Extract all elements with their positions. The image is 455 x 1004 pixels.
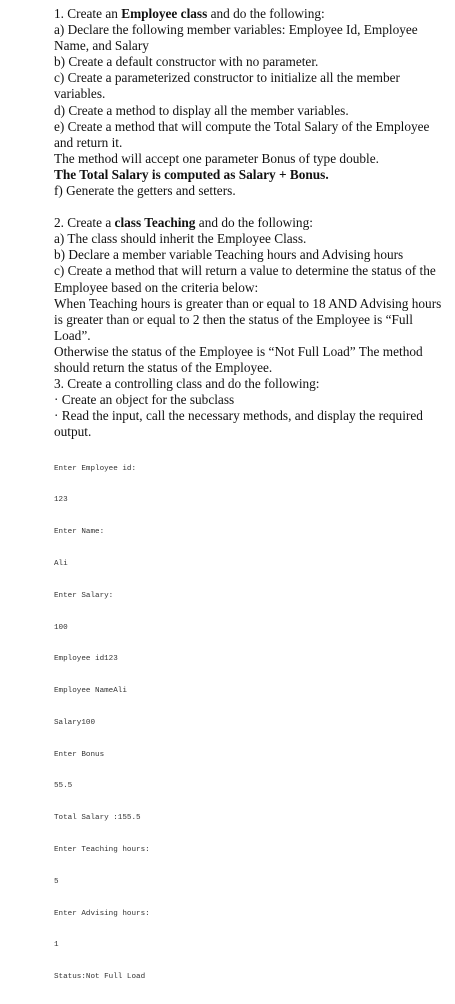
console-line: Ali xyxy=(54,559,68,568)
console-line: Enter Advising hours: xyxy=(54,909,150,918)
item-3-bullet-2: · Read the input, call the necessary methods, and display the required output. xyxy=(54,408,423,440)
item-2c-otherwise: Otherwise the status of the Employee is “Not Full Load” The method should return the status of the Employee. xyxy=(54,343,423,375)
total-salary-formula: The Total Salary is computed as Salary + Bonus. xyxy=(54,166,329,182)
teaching-class-term: class Teaching xyxy=(114,215,196,231)
item-2-prefix: 2. Create a xyxy=(54,215,115,231)
item-1e-formula xyxy=(54,167,449,183)
item-1a: a) Declare the following member variables: Employee Id, Employee Name, and Salary xyxy=(54,22,418,54)
console-line: 1 xyxy=(54,941,59,950)
item-3-heading: 3. Create a controlling class and do the following: xyxy=(54,376,320,392)
console-line: Enter Teaching hours: xyxy=(54,846,150,854)
item-1-heading xyxy=(54,6,449,22)
item-2a: a) The class should inherit the Employee Class. xyxy=(54,231,307,247)
console-line: Status:Not Full Load xyxy=(54,973,146,982)
item-3-bullet-1: · Create an object for the subclass xyxy=(54,392,235,408)
item-2-heading xyxy=(54,215,449,231)
item-1c: c) Create a parameterized constructor to initialize all the member variables. xyxy=(54,70,400,102)
console-line: Enter Salary: xyxy=(54,591,114,600)
item-1f: f) Generate the getters and setters. xyxy=(54,183,236,199)
console-line: 100 xyxy=(54,623,68,632)
item-2c: c) Create a method that will return a value to determine the status of the Employee based on the criteria below: xyxy=(54,263,436,295)
console-line: Salary100 xyxy=(54,718,96,727)
item-1e: e) Create a method that will compute the Total Salary of the Employee and return it. xyxy=(54,118,430,150)
console-line: Enter Employee id: xyxy=(54,464,137,473)
employee-class-term: Employee class xyxy=(121,6,208,21)
console-line: Employee id123 xyxy=(54,655,118,664)
console-line: 123 xyxy=(54,496,68,505)
console-output xyxy=(54,442,449,1003)
item-2c-rule: When Teaching hours is greater than or equal to 18 AND Advising hours is greater than or equal to 2 then the status of the Employee is “Full Load”. xyxy=(54,295,442,343)
console-line: Enter Bonus xyxy=(54,750,105,759)
item-2b: b) Declare a member variable Teaching hours and Advising hours xyxy=(54,247,404,263)
item-1e-note: The method will accept one parameter Bonus of type double. xyxy=(54,150,379,166)
item-1d: d) Create a method to display all the member variables. xyxy=(54,102,349,118)
item-1-suffix: and do the following: xyxy=(207,6,325,21)
console-line: Enter Name: xyxy=(54,528,105,537)
console-line: 5 xyxy=(54,877,59,886)
document-page xyxy=(54,6,449,1004)
item-2-suffix: and do the following: xyxy=(195,215,313,231)
item-1b: b) Create a default constructor with no parameter. xyxy=(54,54,319,70)
console-line: 55.5 xyxy=(54,782,73,791)
item-1-prefix: 1. Create an xyxy=(54,6,122,21)
console-line: Total Salary :155.5 xyxy=(54,814,141,823)
console-line: Employee NameAli xyxy=(54,687,127,696)
section-gap xyxy=(54,199,449,215)
